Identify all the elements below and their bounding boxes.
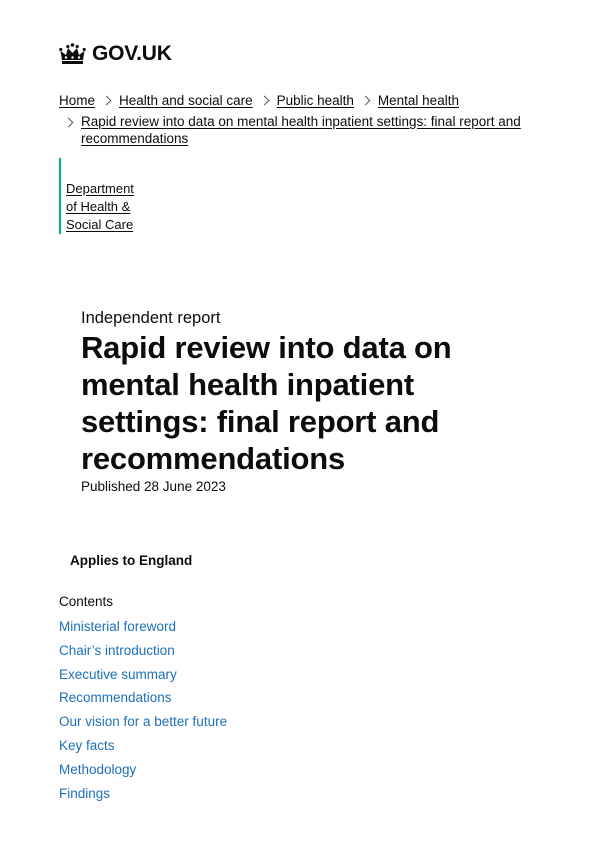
contents-link-findings[interactable]: Findings bbox=[59, 785, 111, 801]
contents-item bbox=[59, 619, 227, 643]
govuk-home-link[interactable] bbox=[59, 42, 172, 66]
contents-heading: Contents bbox=[59, 594, 114, 609]
organisation-link[interactable] bbox=[66, 181, 134, 232]
contents-link-methodology[interactable]: Methodology bbox=[59, 761, 137, 777]
contents-item bbox=[59, 714, 227, 738]
page-title: Rapid review into data on mental health inpatient settings: final report and recommendations bbox=[81, 330, 452, 476]
contents-item bbox=[59, 762, 227, 786]
organisation-line-3: Social Care bbox=[66, 217, 134, 232]
contents-link-vision[interactable]: Our vision for a better future bbox=[59, 714, 228, 730]
breadcrumb-mental-health[interactable]: Mental health bbox=[377, 93, 459, 108]
contents-list bbox=[59, 619, 227, 809]
contents-link-key-facts[interactable]: Key facts bbox=[59, 737, 115, 753]
applies-to-notice: Applies to England bbox=[70, 553, 193, 568]
chevron-right-icon bbox=[360, 96, 370, 106]
breadcrumb-row bbox=[59, 92, 549, 109]
published-date: Published 28 June 2023 bbox=[81, 479, 226, 494]
govuk-logo-text: GOV.UK bbox=[92, 42, 172, 65]
chevron-right-icon bbox=[102, 96, 112, 106]
contents-item bbox=[59, 690, 227, 714]
contents-item bbox=[59, 786, 227, 810]
organisation-line-2: of Health & bbox=[66, 199, 131, 214]
contents-item bbox=[59, 643, 227, 667]
breadcrumb-current-page[interactable]: Rapid review into data on mental health inpatient settings: final report and recommendations bbox=[81, 114, 521, 146]
breadcrumb-current-row bbox=[59, 113, 549, 147]
breadcrumb-health-and-social-care[interactable]: Health and social care bbox=[119, 93, 253, 108]
contents-item bbox=[59, 667, 227, 691]
document-type: Independent report bbox=[81, 309, 221, 327]
contents-link-chairs-introduction[interactable]: Chair’s introduction bbox=[59, 642, 175, 658]
organisation-logo bbox=[59, 158, 159, 234]
crown-icon bbox=[59, 43, 86, 65]
contents-link-ministerial-foreword[interactable]: Ministerial foreword bbox=[59, 619, 177, 634]
contents-link-executive-summary[interactable]: Executive summary bbox=[59, 666, 177, 682]
chevron-right-icon bbox=[64, 118, 74, 128]
breadcrumb bbox=[59, 92, 549, 147]
chevron-right-icon bbox=[259, 96, 269, 106]
breadcrumb-public-health[interactable]: Public health bbox=[276, 93, 354, 108]
contents-link-recommendations[interactable]: Recommendations bbox=[59, 690, 172, 706]
organisation-line-1: Department bbox=[66, 181, 134, 196]
breadcrumb-home[interactable]: Home bbox=[59, 93, 96, 108]
contents-item bbox=[59, 738, 227, 762]
